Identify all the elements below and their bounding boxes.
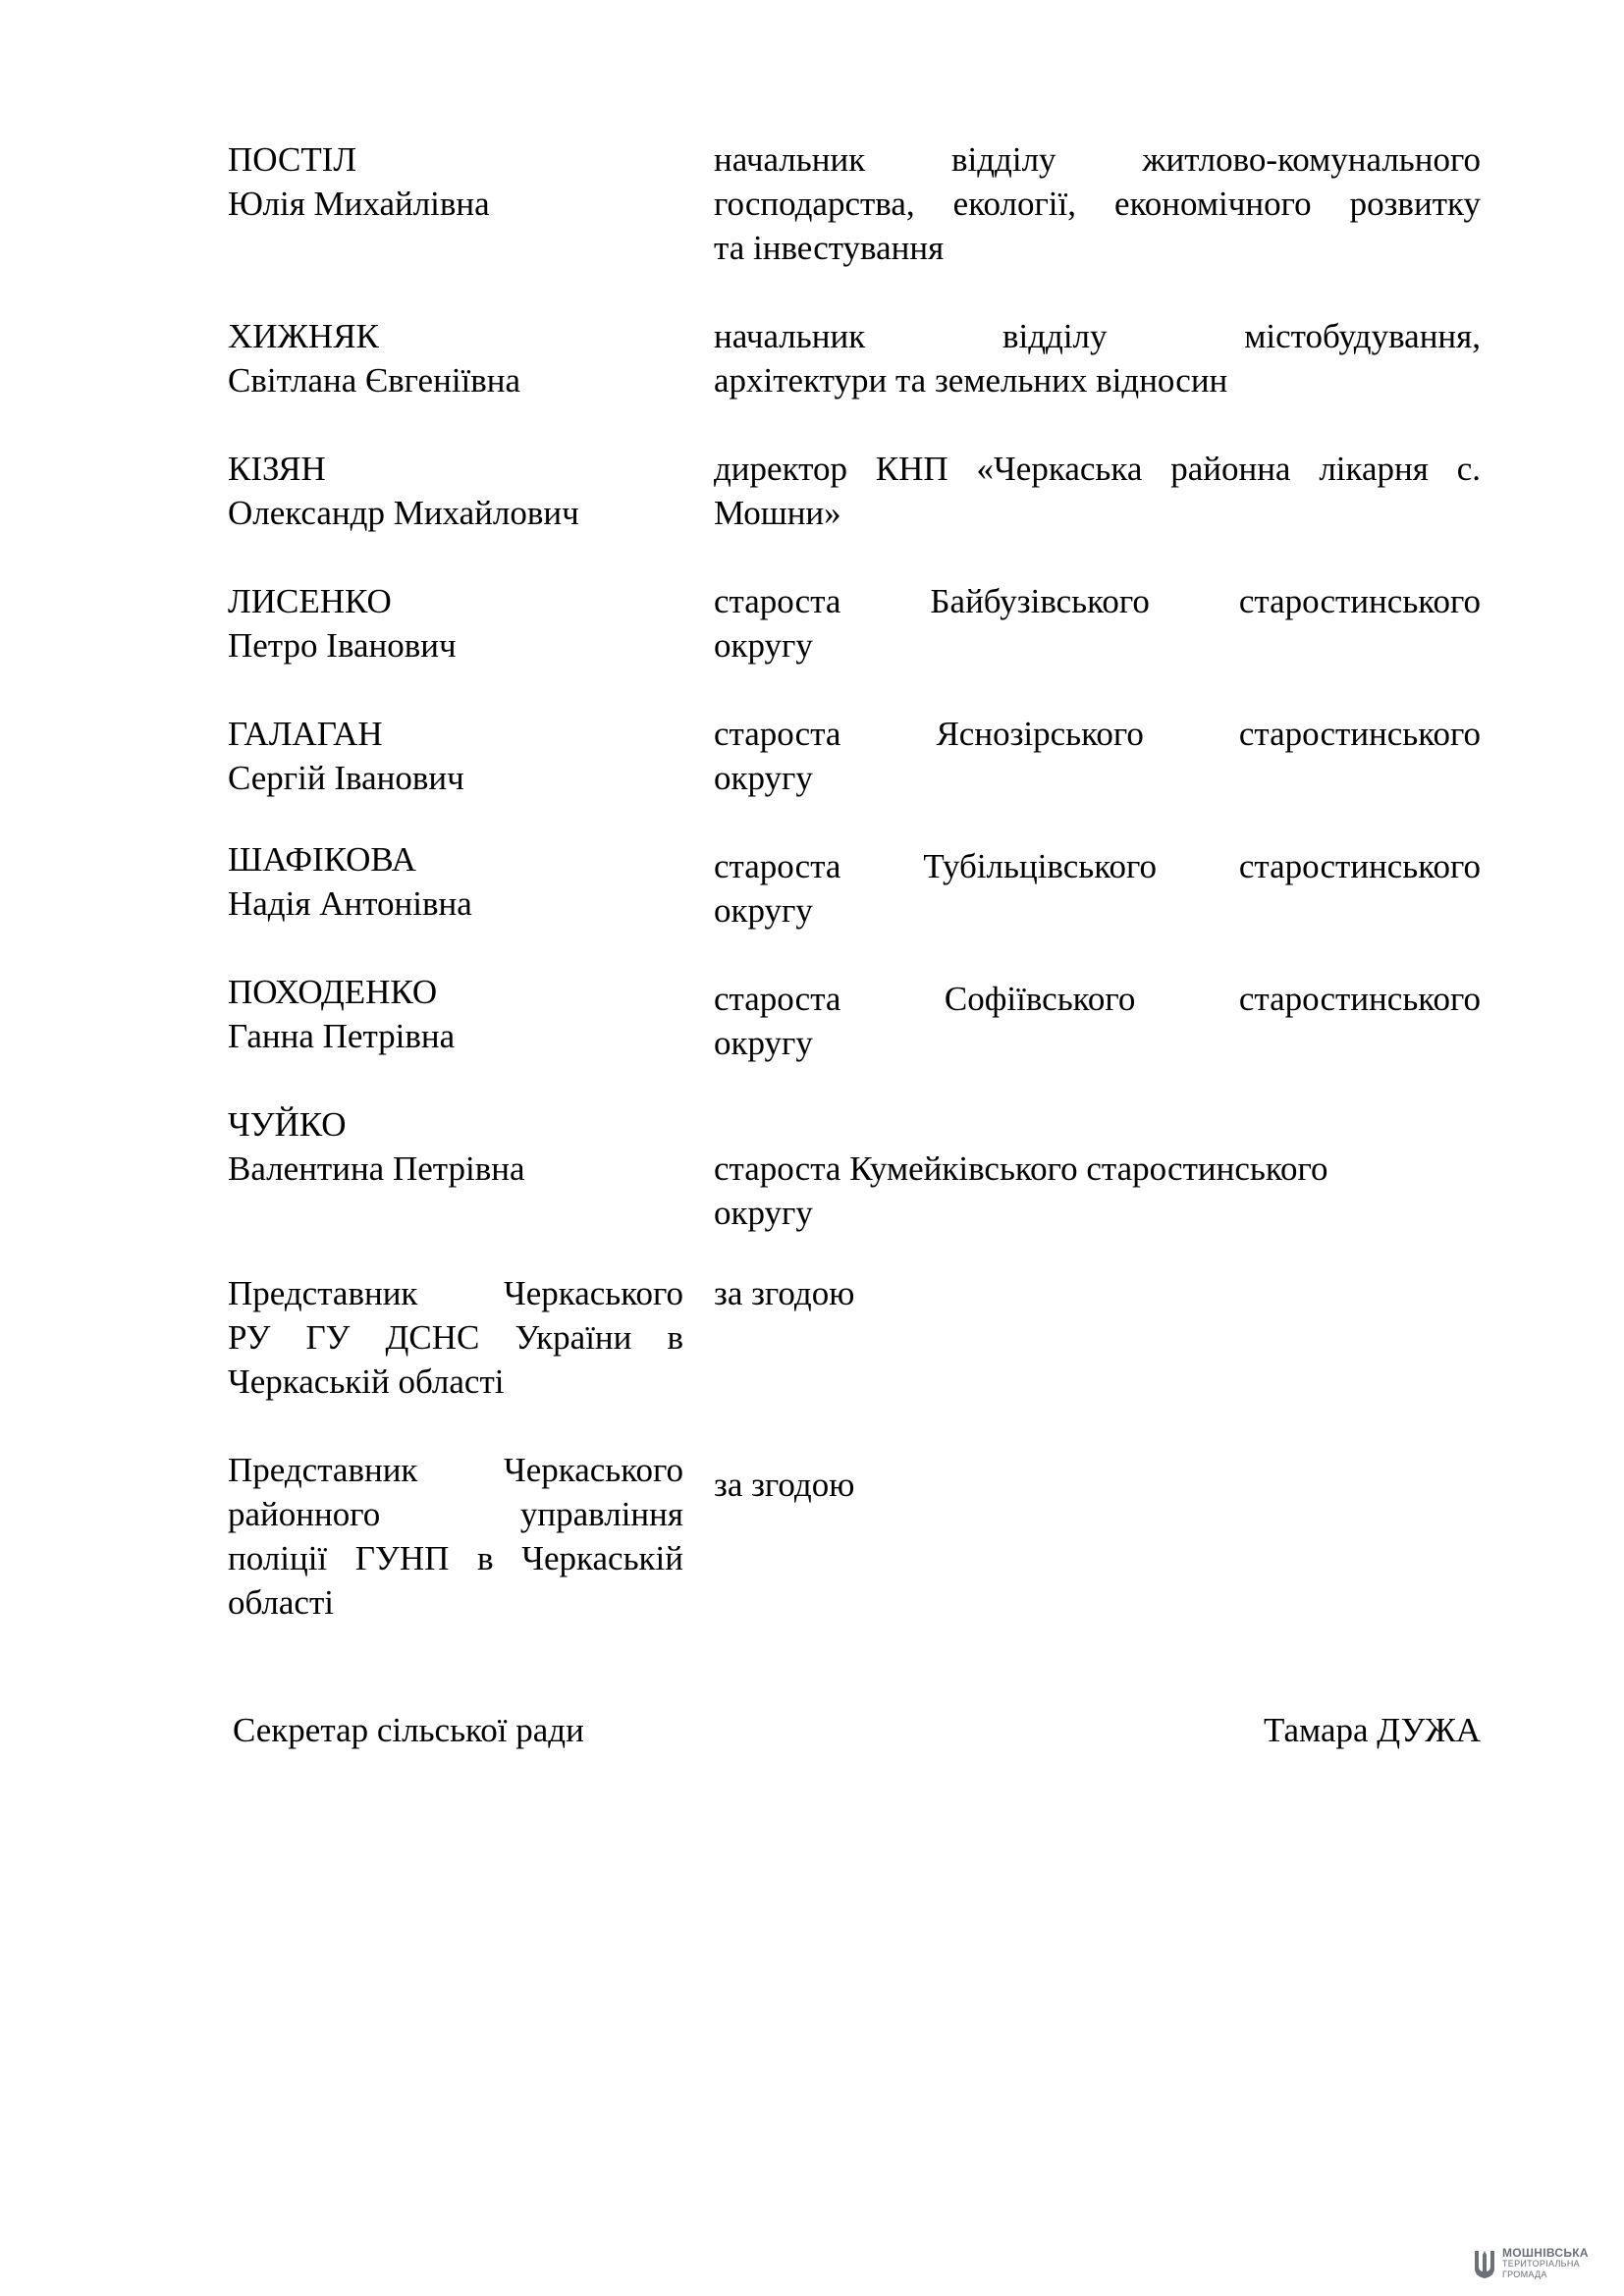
member-name — [228, 314, 683, 402]
position-line: округу — [714, 626, 813, 665]
member-name — [228, 137, 683, 226]
member-surname: ПОХОДЕНКО — [228, 973, 438, 1011]
member-surname: ПОСТІЛ — [228, 140, 357, 179]
member-name — [228, 447, 683, 535]
name-line: РУ ГУ ДСНС України в — [228, 1318, 683, 1357]
member-position — [714, 712, 1481, 800]
member-given-name: Олександр Михайлович — [228, 494, 579, 532]
logo-line-2: ТЕРИТОРІАЛЬНА — [1502, 2259, 1580, 2269]
position-line: староста Тубільцівського старостинського — [714, 847, 1481, 885]
member-surname: КІЗЯН — [228, 450, 326, 488]
member-surname: ШАФІКОВА — [228, 840, 416, 879]
member-position — [714, 977, 1481, 1065]
position-line: за згодою — [714, 1466, 855, 1504]
name-line: Черкаській області — [228, 1362, 505, 1401]
community-logo — [1473, 2248, 1589, 2280]
member-surname: ХИЖНЯК — [228, 317, 379, 355]
position-line: округу — [714, 759, 813, 797]
member-name — [228, 1102, 683, 1191]
member-position — [714, 844, 1481, 933]
member-given-name: Світлана Євгеніївна — [228, 361, 521, 400]
member-given-name: Юлія Михайлівна — [228, 185, 490, 223]
member-given-name: Валентина Петрівна — [228, 1149, 525, 1188]
position-line: директор КНП «Черкаська районна лікарня с. — [714, 450, 1481, 488]
position-line: староста Яснозірського старостинського — [714, 715, 1481, 753]
position-line: та інвестування — [714, 229, 945, 267]
member-position — [714, 137, 1481, 270]
logo-line-1: МОШНІВСЬКА — [1502, 2246, 1589, 2260]
name-line: Представник Черкаського — [228, 1451, 683, 1489]
member-name — [228, 579, 683, 667]
signature-title: Секретар сільської ради — [233, 1711, 584, 1749]
name-line: області — [228, 1583, 334, 1622]
signature-name: Тамара ДУЖА — [1264, 1711, 1481, 1749]
member-name — [228, 712, 683, 800]
position-line: архітектури та земельних відносин — [714, 361, 1228, 400]
trident-icon — [1473, 2249, 1496, 2280]
member-position — [714, 447, 1481, 535]
position-line: начальник відділу житлово-комунального — [714, 140, 1481, 179]
member-surname: ГАЛАГАН — [228, 715, 383, 753]
member-position — [714, 579, 1481, 667]
representative-name — [228, 1271, 683, 1404]
position-line: округу — [714, 1024, 813, 1062]
representative-name — [228, 1448, 683, 1625]
position-line: за згодою — [714, 1274, 855, 1312]
representative-position — [714, 1463, 1481, 1507]
logo-line-3: ГРОМАДА — [1502, 2269, 1547, 2279]
member-surname: ЛИСЕНКО — [228, 582, 392, 620]
member-position — [714, 1147, 1481, 1235]
logo-text — [1502, 2248, 1589, 2280]
member-name — [228, 837, 683, 926]
position-line: начальник відділу містобудування, — [714, 317, 1481, 355]
member-given-name: Надія Антонівна — [228, 884, 472, 923]
position-line: староста Кумейківського старостинського — [714, 1149, 1328, 1188]
member-surname: ЧУЙКО — [228, 1105, 347, 1144]
member-name — [228, 970, 683, 1058]
position-line: Мошни» — [714, 494, 841, 532]
member-given-name: Петро Іванович — [228, 626, 457, 665]
name-line: Представник Черкаського — [228, 1274, 683, 1312]
name-line: поліції ГУНП в Черкаській — [228, 1539, 683, 1577]
member-position — [714, 314, 1481, 402]
member-given-name: Сергій Іванович — [228, 759, 464, 797]
member-given-name: Ганна Петрівна — [228, 1017, 456, 1055]
representative-position — [714, 1271, 1481, 1315]
position-line: господарства, екології, економічного розвитку — [714, 185, 1481, 223]
name-line: районного управління — [228, 1495, 683, 1533]
position-line: староста Софіївського старостинського — [714, 980, 1481, 1018]
position-line: староста Байбузівського старостинського — [714, 582, 1481, 620]
position-line: округу — [714, 1194, 813, 1232]
position-line: округу — [714, 891, 813, 930]
